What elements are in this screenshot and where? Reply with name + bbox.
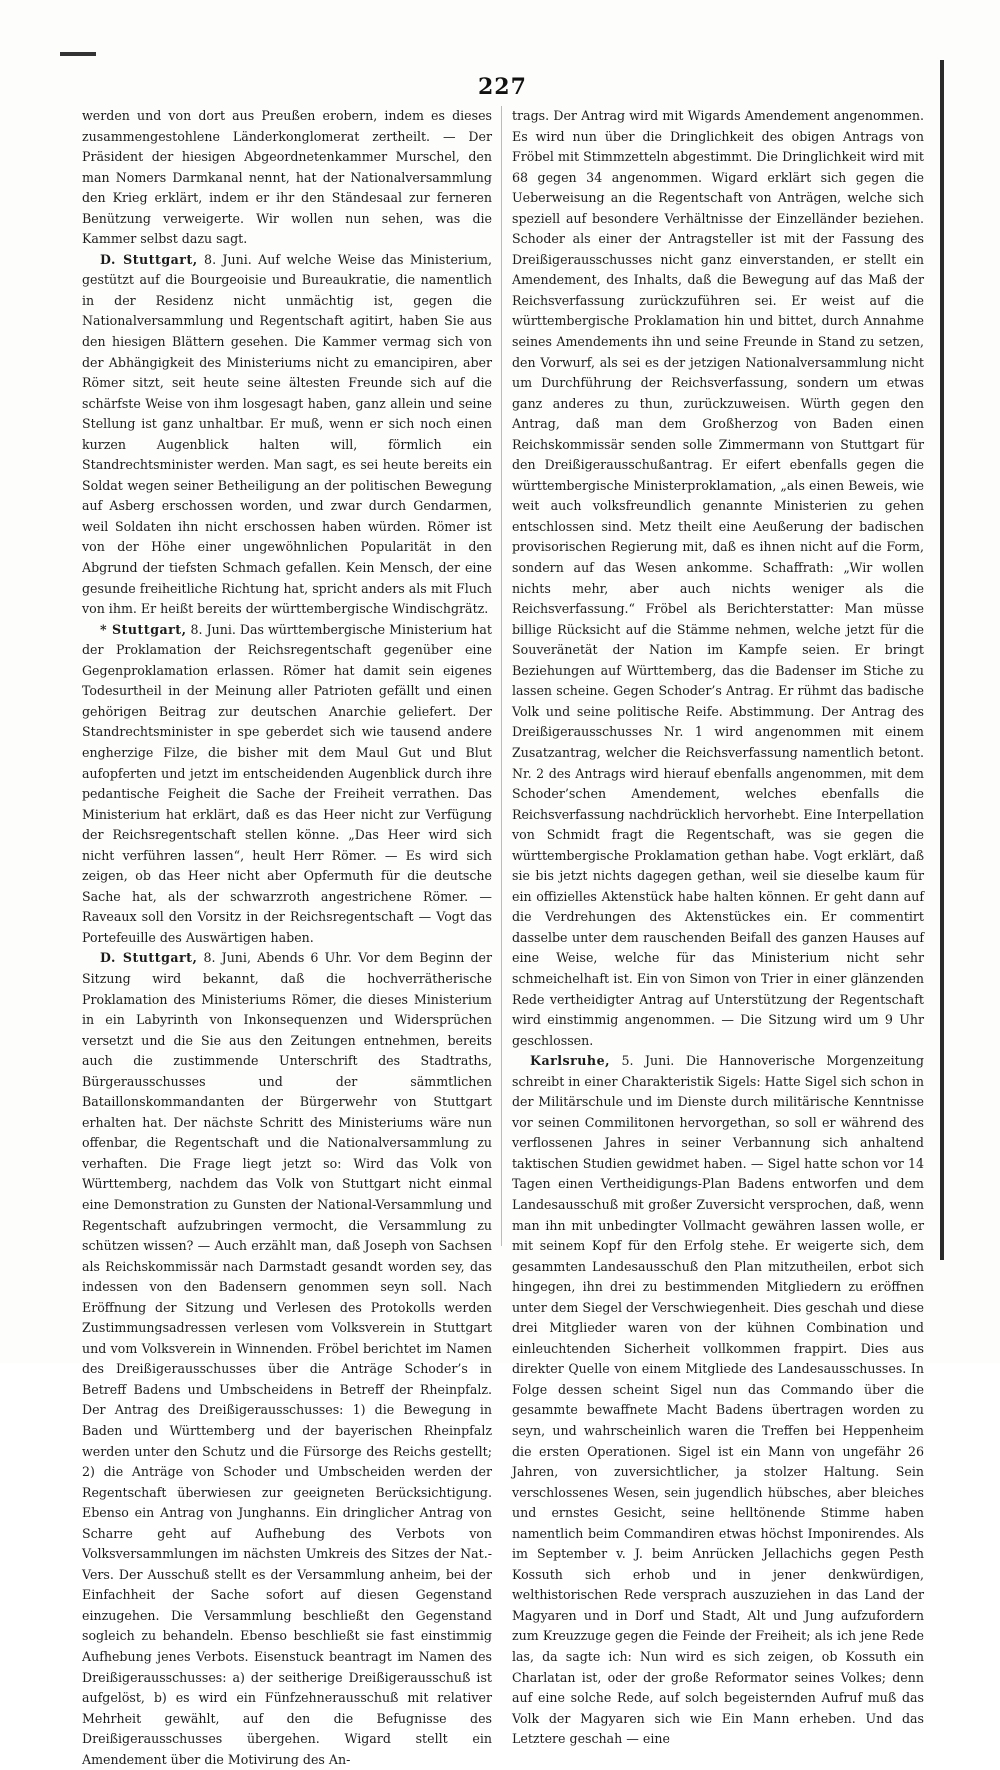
left-column <box>82 106 492 1770</box>
paragraph-text: 5. Juni. Die Hannoverische Morgenzeitung schreibt in einer Charakteristik Sigels: Hatte Sigel sich schon in der Militärschule und im Dienste durch militärische Kenntnisse vor seinen Commilitonen hervorgethan, so soll er während des verflossenen Jahres in seiner Verbannung sich anhaltend taktischen Studien gewidmet haben. — Sigel hatte schon vor 14 Tagen einen Vertheidigungs-Plan Badens entworfen und dem Landesausschuß mit großer Zuversicht versprochen, daß, wenn man ihn mit unbedingter Vollmacht gewähren lassen wolle, er mit seinem Kopf für den Erfolg stehe. Er weigerte sich, dem gesammten Landesausschuß den Plan mitzutheilen, erbot sich hingegen, ihn drei zu bestimmenden Mitgliedern zu eröffnen unter dem Siegel der Verschwiegenheit. Dies geschah und diese drei Mitglieder waren von der kühnen Combination und einleuchtenden Sicherheit vollkommen frappirt. Dies aus direkter Quelle von einem Mitgliede des Landesausschusses. In Folge dessen scheint Sigel nun das Commando über die gesammte bewaffnete Macht Badens übertragen worden zu seyn, und wahrscheinlich waren die Treffen bei Heppenheim die ersten Operationen. Sigel ist ein Mann von ungefähr 26 Jahren, von zuversichtlicher, ja stolzer Haltung. Sein verschlossenes Wesen, sein jugendlich hübsches, aber bleiches und ernstes Gesicht, seine helltönende Stimme haben namentlich beim Commandiren etwas höchst Imponirendes. Als im September v. J. beim Anrücken Jellachichs gegen Pesth Kossuth sich erhob und in jener denkwürdigen, welthistorischen Rede versprach auszuziehen in das Land der Magyaren und in Dorf und Stadt, Alt und Jung aufzufordern zum Kreuzzuge gegen die Feinde der Freiheit; als ich jene Rede las, da sagte ich: Nun wird es sich zeigen, ob Kossuth ein Charlatan ist, oder der große Reformator seines Volkes; denn auf eine solche Rede, auf solch begeisternden Aufruf muß das Volk der Magyaren sich wie Ein Mann erheben. Und das Letztere geschah — eine <box>512 1053 924 1747</box>
dateline: D. Stuttgart, <box>100 251 198 267</box>
paragraph-text: 8. Juni. Das württembergische Ministerium hat der Proklamation der Reichsregentschaft gegenüber eine Gegenproklamation erlassen. Römer hat damit sein eigenes Todesurtheil in der Meinung aller Patrioten gefällt und einen gehörigen Beitrag zur deutschen Anarchie geliefert. Der Standrechtsminister in spe geberdet sich wie tausend andere engherzige Filze, die bisher mit dem Maul Gut und Blut aufopferten und jetzt im entscheidenden Augenblick durch ihre pedantische Feigheit die Sache der Freiheit verrathen. Das Ministerium hat erklärt, daß es das Heer nicht zur Verfügung der Reichsregentschaft stellen könne. „Das Heer wird sich nicht verführen lassen“, heult Herr Römer. — Es wird sich zeigen, ob das Heer nicht aber Opfermuth für die deutsche Sache hat, als der schwarzroth angestrichene Römer. — Raveaux soll den Vorsitz in der Reichsregentschaft — Vogt das Portefeuille des Auswärtigen haben. <box>82 621 492 945</box>
article-paragraph <box>512 106 924 1051</box>
article-paragraph <box>82 106 492 250</box>
paragraph-text: 8. Juni. Auf welche Weise das Ministerium, gestützt auf die Bourgeoisie und Bureaukratie, die namentlich in der Residenz nicht unmächtig ist, gegen die Nationalversammlung und Regentschaft agitirt, haben Sie aus den hiesigen Blättern gesehen. Die Kammer vermag sich von der Abhängigkeit des Ministeriums nicht zu emancipiren, aber Römer sitzt, seit heute seine ältesten Freunde sich auf die schärfste Weise von ihm losgesagt haben, ganz allein und seine Stellung ist ganz unhaltbar. Er muß, wenn er sich noch einen kurzen Augenblick halten will, förmlich ein Standrechtsminister werden. Man sagt, es sei heute bereits ein Soldat wegen seiner Betheiligung an der politischen Bewegung auf Asberg erschossen worden, und zwar durch Gendarmen, weil Soldaten ihn nicht erschossen haben würden. Römer ist von der Höhe einer ungewöhnlichen Popularität in den Abgrund der tiefsten Schmach gefallen. Kein Mensch, der eine gesunde freiheitliche Richtung hat, spricht anders als mit Fluch von ihm. Er heißt bereits der württembergische Windischgrätz. <box>82 251 493 617</box>
dateline: * Stuttgart, <box>100 621 187 637</box>
scan-page-shadow <box>940 60 944 1260</box>
right-column <box>512 106 924 1750</box>
article-paragraph <box>82 250 492 620</box>
dateline: D. Stuttgart, <box>100 950 198 966</box>
paragraph-text: 8. Juni, Abends 6 Uhr. Vor dem Beginn der Sitzung wird bekannt, daß die hochverrätherische Proklamation des Ministeriums Römer, die dieses Ministerium in ein Labyrinth von Inkonsequenzen und Widersprüchen versetzt und die Sie aus den Zeitungen entnehmen, bereits auch die zustimmende Unterschrift des Stadtraths, Bürgerausschusses und der sämmtlichen Bataillonskommandanten der Bürgerwehr von Stuttgart erhalten hat. Der nächste Schritt des Ministeriums wäre nun offenbar, die Regentschaft und die Nationalversammlung zu verhaften. Die Frage liegt jetzt so: Wird das Volk von Württemberg, nachdem das Volk von Stuttgart nicht einmal eine Demonstration zu Gunsten der National-Versammlung und Regentschaft aufzubringen vermocht, die Versammlung zu schützen wissen? — Auch erzählt man, daß Joseph von Sachsen als Reichskommissär nach Darmstadt gesandt worden sey, das indessen von den Badensern genommen seyn soll. Nach Eröffnung der Sitzung und Verlesen des Protokolls werden Zustimmungsadressen verlesen vom Volksverein in Stuttgart und vom Volksverein in Winnenden. Fröbel berichtet im Namen des Dreißigerausschusses über die Anträge Schoder’s in Betreff Badens und Umbscheidens in Betreff der Rheinpfalz. Der Antrag des Dreißigerausschusses: 1) die Bewegung in Baden und Württemberg und der bayerischen Rheinpfalz werden unter den Schutz und die Fürsorge des Reichs gestellt; 2) die Anträge von Schoder und Umbscheiden werden der Regentschaft überwiesen zur geeigneten Berücksichtigung. Ebenso ein Antrag von Junghanns. Ein dringlicher Antrag von Scharre geht auf Aufhebung des Verbots von Volksversammlungen im nächsten Umkreis des Sitzes der Nat.-Vers. Der Ausschuß stellt es der Versammlung anheim, bei der Einfachheit der Sache sofort auf diesen Gegenstand einzugehen. Die Versammlung beschließt den Gegenstand sogleich zu behandeln. Ebenso beschließt sie fast einstimmig Aufhebung jenes Verbots. Eisenstuck beantragt im Namen des Dreißigerausschusses: a) der seitherige Dreißigerausschuß ist aufgelöst, b) es wird ein Fünfzehnerausschuß mit relativer Mehrheit gewählt, auf den die Befugnisse des Dreißigerausschusses übergehen. Wigard stellt ein Amendement über die Motivirung des An- <box>82 950 492 1767</box>
article-paragraph <box>82 948 492 1770</box>
column-divider <box>501 106 502 1246</box>
article-paragraph <box>82 620 492 949</box>
paragraph-text: werden und von dort aus Preußen erobern, indem es dieses zusammengestohlene Länderkonglomerat zertheilt. — Der Präsident der hiesigen Abgeordnetenkammer Murschel, den man Nomers Darmkanal nennt, hat der Nationalversammlung den Krieg erklärt, indem er ihr den Ständesaal zur ferneren Benützung verweigerte. Wir wollen nun sehen, was die Kammer selbst dazu sagt. <box>82 108 492 247</box>
page-number: 227 <box>478 74 527 100</box>
scan-edge-mark <box>60 52 96 56</box>
article-paragraph <box>512 1051 924 1750</box>
dateline: Karlsruhe, <box>530 1053 610 1069</box>
paragraph-text: trags. Der Antrag wird mit Wigards Amendement angenommen. Es wird nun über die Dringlichkeit des obigen Antrags von Fröbel mit Stimmzetteln abgestimmt. Die Dringlichkeit wird mit 68 gegen 34 angenommen. Wigard erklärt sich gegen die Ueberweisung an die Regentschaft von Anträgen, welche sich speziell auf besondere Verhältnisse der Einzelländer beziehen. Schoder als einer der Antragsteller ist mit der Fassung des Dreißigerausschusses nicht ganz einverstanden, er stellt ein Amendement, des Inhalts, daß die Bewegung auf das Maß der Reichsverfassung zurückzuführen sei. Er weist auf die württembergische Proklamation hin und bittet, durch Annahme seines Amendements ihn und seine Freunde in Stand zu setzen, den Vorwurf, als sei es der jetzigen Nationalversammlung nicht um Durchführung der Reichsverfassung, sondern um etwas ganz anderes zu thun, zurückzuweisen. Würth gegen den Antrag, daß man dem Großherzog von Baden einen Reichskommissär senden solle Zimmermann von Stuttgart für den Dreißigerausschußantrag. Er eifert ebenfalls gegen die württembergische Ministerproklamation, „als einen Beweis, wie weit auch volksfreundlich genannte Ministerien zu gehen entschlossen sind. Metz theilt eine Aeußerung der badischen provisorischen Regierung mit, daß es ihnen nicht auf die Form, sondern auf das Wesen ankomme. Schaffrath: „Wir wollen nichts mehr, aber auch nichts weniger als die Reichsverfassung.“ Fröbel als Berichterstatter: Man müsse billige Rücksicht auf die Stämme nehmen, welche jetzt für die Souveränetät der Nation im Kampfe seien. Er bringt Beziehungen auf Württemberg, das die Badenser im Stiche zu lassen scheine. Gegen Schoder’s Antrag. Er rühmt das badische Volk und seine politische Reife. Abstimmung. Der Antrag des Dreißigerausschusses Nr. 1 wird angenommen mit einem Zusatzantrag, welcher die Reichsverfassung namentlich betont. Nr. 2 des Antrags wird hierauf ebenfalls angenommen, mit dem Schoder’schen Amendement, welches ebenfalls die Reichsverfassung nachdrücklich hervorhebt. Eine Interpellation von Schmidt fragt die Regentschaft, was sie gegen die württembergische Proklamation gethan habe. Vogt erklärt, daß sie bis jetzt nichts dagegen gethan, weil sie dieselbe kaum für ein offizielles Aktenstück habe halten können. Er geht dann auf die Verdrehungen des Aktenstückes ein. Er commentirt dasselbe unter dem rauschenden Beifall des ganzen Hauses auf eine Weise, welche für das Ministerium nicht sehr schmeichelhaft ist. Ein von Simon von Trier in einer glänzenden Rede vertheidigter Antrag auf Unterstützung der Regentschaft wird einstimmig angenommen. — Die Sitzung wird um 9 Uhr geschlossen. <box>512 108 924 1048</box>
